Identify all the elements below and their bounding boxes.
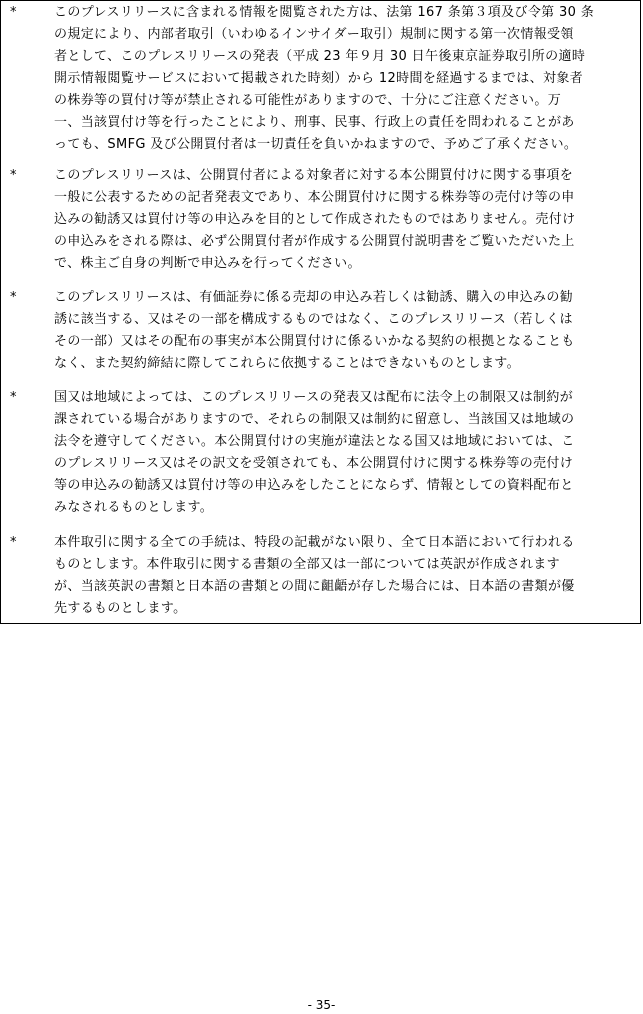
text-line: 先するものとします。 [54, 601, 187, 616]
text-line: このプレスリリースに含まれる情報を閲覧された方は、法第 167 条第３項及び令第 30 条 [54, 5, 595, 20]
text-line: で、株主ご自身の判断で申込みを行ってください。 [54, 256, 361, 271]
text-line: 開示情報閲覧サービスにおいて掲載された時刻）から 12時間を経過するまでは、対象者 [54, 71, 584, 86]
bullet-mark: * [10, 168, 17, 183]
text-line: っても、SMFG 及び公開買付者は一切責任を負いかねますので、予めご了承ください。 [54, 137, 578, 152]
text-line: ものとします。本件取引に関する書類の全部又は一部については英訳が作成されます [54, 557, 561, 572]
bullet-mark: * [10, 5, 17, 20]
text-line: 国又は地域によっては、このプレスリリースの発表又は配布に法令上の制限又は制約が [54, 390, 574, 405]
text-line: このプレスリリースは、有価証券に係る売却の申込み若しくは勧誘、購入の申込みの勧 [54, 290, 574, 305]
text-line: 等の申込みの勧誘又は買付け等の申込みをしたことにならず、情報としての資料配布と [54, 478, 574, 493]
text-line: 一般に公表するための記者発表文であり、本公開買付けに関する株券等の売付け等の申 [54, 190, 575, 205]
notice-text [54, 287, 634, 375]
text-line: の申込みをされる際は、必ず公開買付者が作成する公開買付説明書をご覧いただいた上 [54, 234, 575, 249]
text-line: 課されている場合がありますので、それらの制限又は制約に留意し、当該国又は地域の [54, 412, 575, 427]
notice-text [54, 2, 634, 156]
notice-text [54, 532, 634, 620]
text-line: の株券等の買付け等が禁止される可能性がありますので、十分にご注意ください。万 [54, 93, 562, 108]
text-line: が、当該英訳の書類と日本語の書類との間に齟齬が存した場合には、日本語の書類が優 [54, 579, 575, 594]
text-line: 本件取引に関する全ての手続は、特段の記載がない限り、全て日本語において行われる [54, 535, 575, 550]
text-line: このプレスリリースは、公開買付者による対象者に対する本公開買付けに関する事項を [54, 168, 574, 183]
text-line: 者として、このプレスリリースの発表（平成 23 年９月 30 日午後東京証券取引所の適時 [54, 49, 586, 64]
text-line: その一部）又はその配布の事実が本公開買付けに係るいかなる契約の根拠となることも [54, 334, 575, 349]
bullet-mark: * [10, 390, 17, 405]
text-line: 込みの勧誘又は買付け等の申込みを目的として作成されたものではありません。売付け [54, 212, 576, 227]
bullet-mark: * [10, 535, 17, 550]
text-line: のプレスリリース又はその訳文を受領されても、本公開買付けに関する株券等の売付け [54, 456, 574, 471]
text-line: 誘に該当する、又はその一部を構成するものではなく、このプレスリリース（若しくは [54, 312, 573, 327]
text-line: 法令を遵守してください。本公開買付けの実施が違法となる国又は地域においては、こ [54, 434, 575, 449]
text-line: の規定により、内部者取引（いわゆるインサイダー取引）規制に関する第一次情報受領 [54, 27, 574, 42]
notice-text [54, 387, 634, 519]
page-number: - 35- [307, 998, 336, 1012]
text-line: なく、また契約締結に際してこれらに依拠することはできないものとします。 [54, 356, 520, 371]
text-line: 一、当該買付け等を行ったことにより、刑事、民事、行政上の責任を問われることがあ [54, 115, 575, 130]
text-line: みなされるものとします。 [54, 500, 214, 515]
notice-text [54, 165, 634, 275]
bullet-mark: * [10, 290, 17, 305]
